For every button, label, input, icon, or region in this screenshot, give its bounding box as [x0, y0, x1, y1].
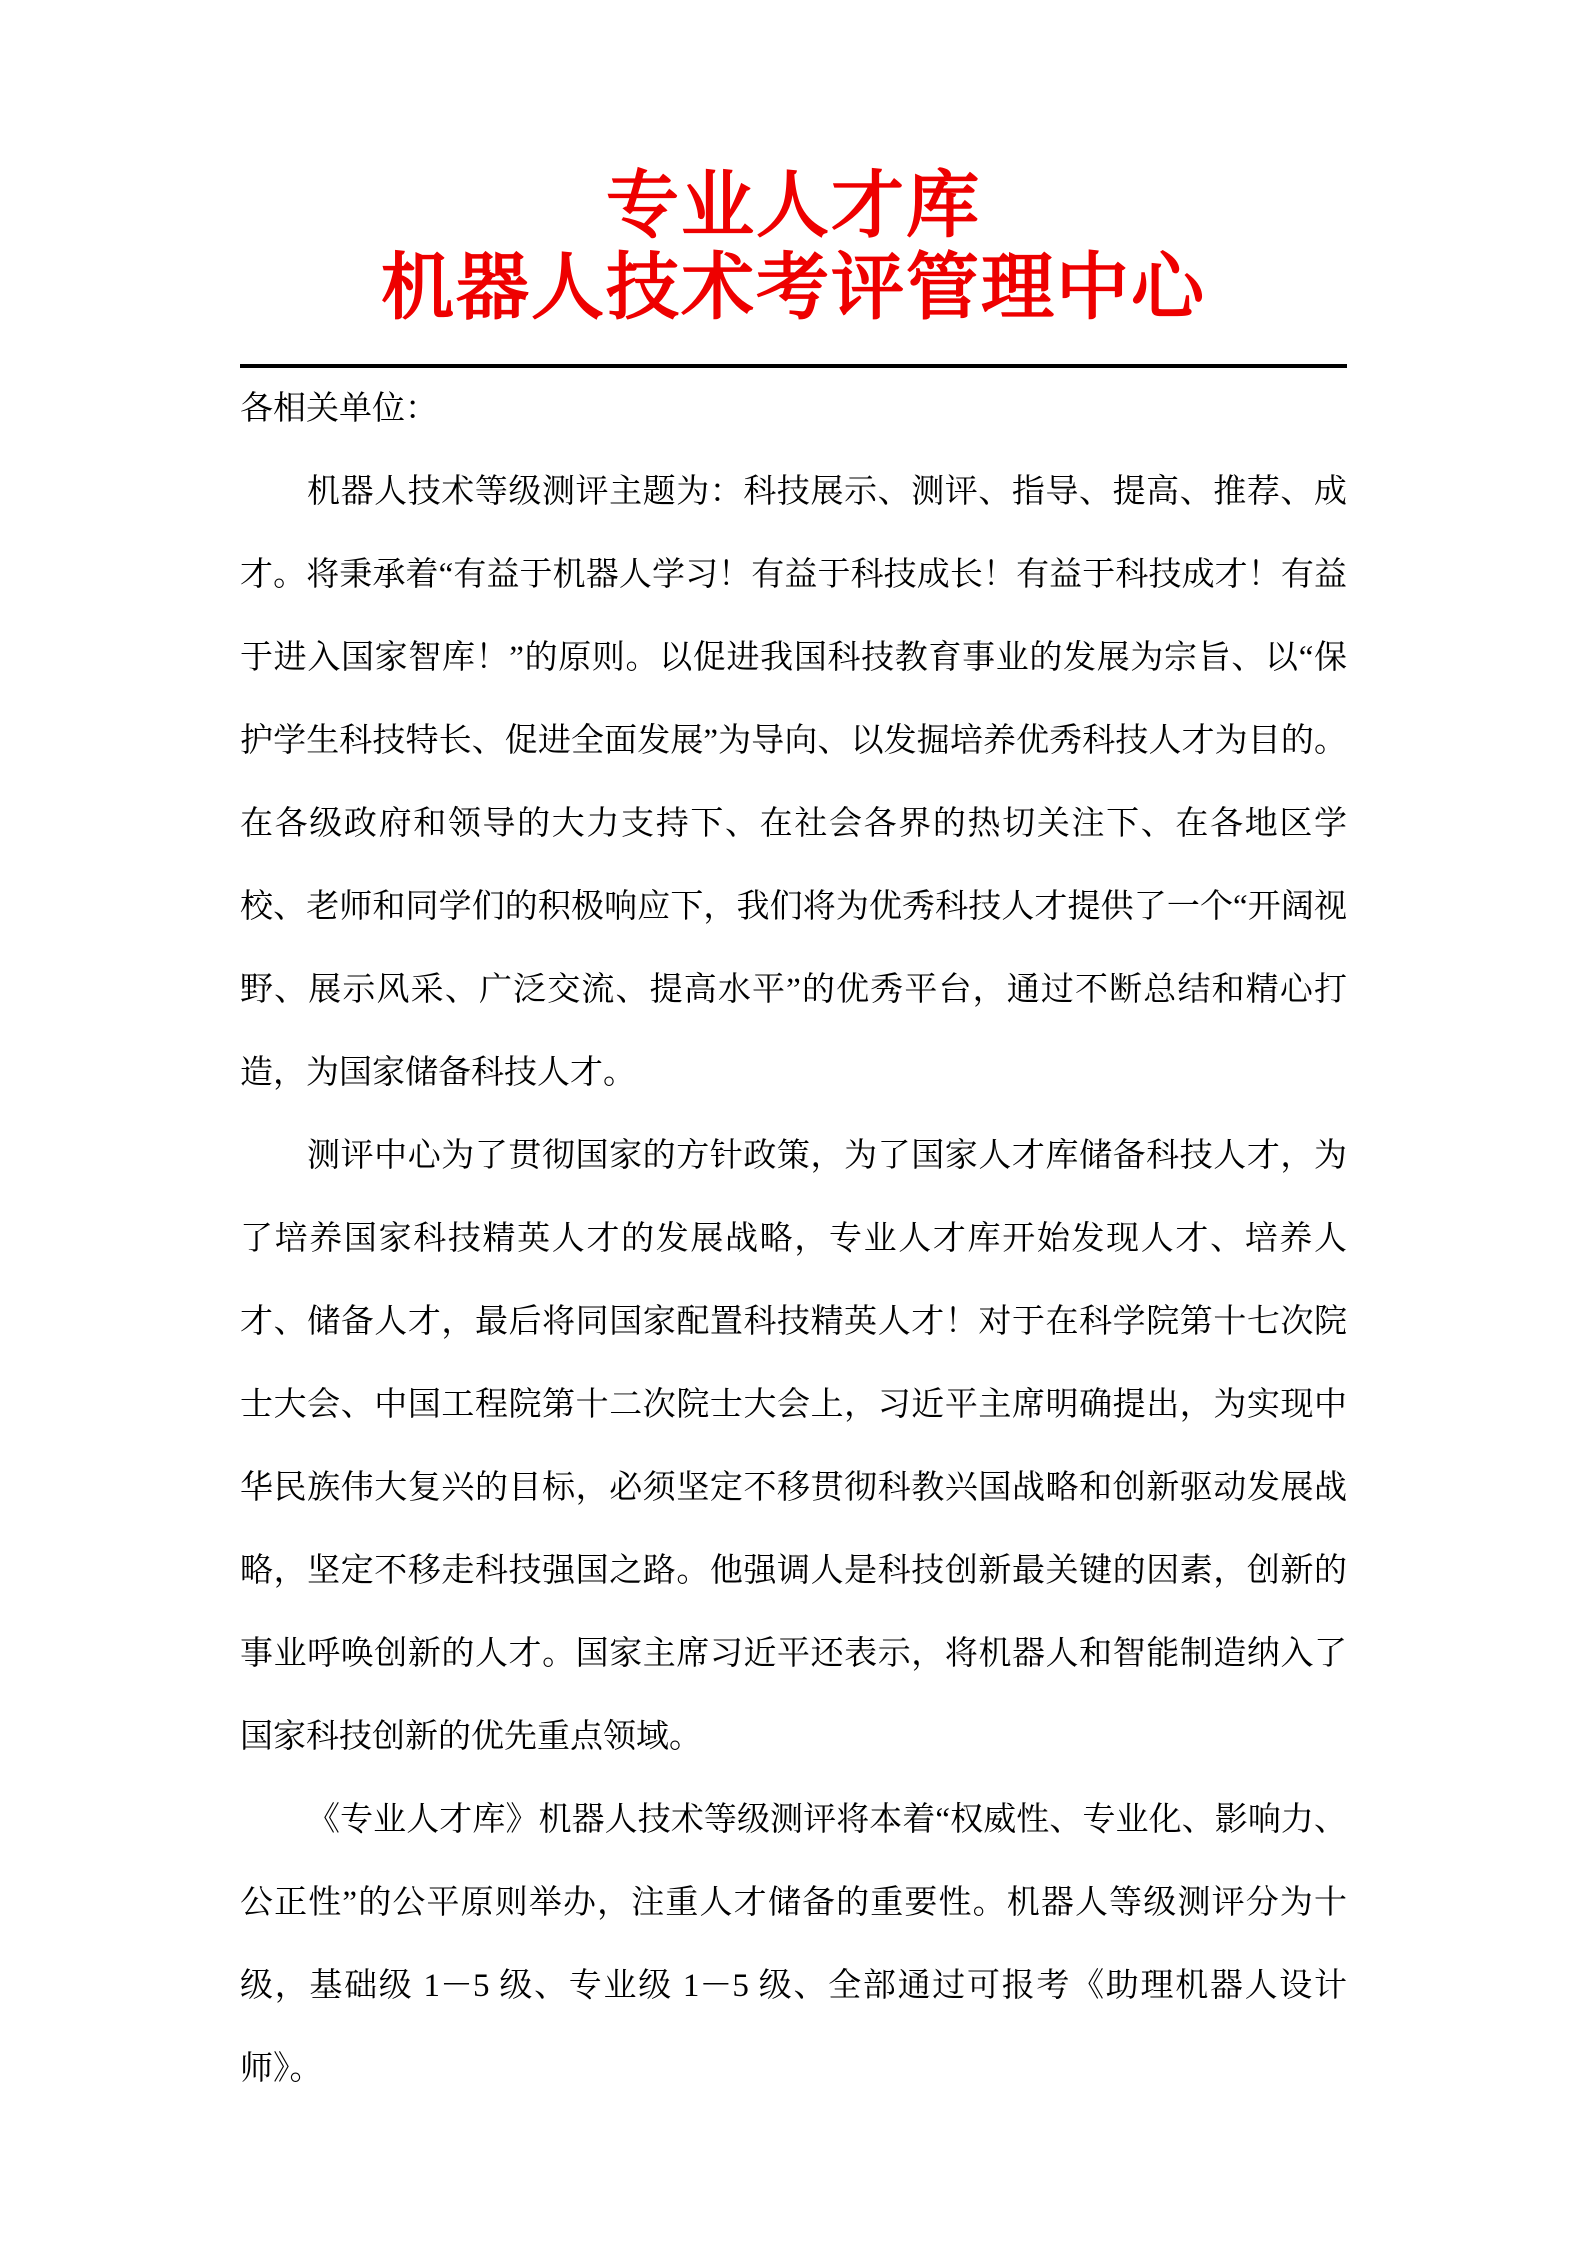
document-header	[240, 165, 1347, 329]
salutation: 各相关单位：	[240, 391, 438, 427]
doc-title-line-2: 机器人技术考评管理中心	[381, 247, 1206, 328]
paragraph-2: 测评中心为了贯彻国家的方针政策，为了国家人才库储备科技人才，为了培养国家科技精英人才的发展战略，专业人才库开始发现人才、培养人才、储备人才，最后将同国家配置科技精英人才！对于在科学院第十七次院士大会、中国工程院第十二次院士大会上，习近平主席明确提出，为实现中华民族伟大复兴的目标，必须坚定不移贯彻科教兴国战略和创新驱动发展战略，坚定不移走科技强国之路。他强调人是科技创新最关键的因素，创新的事业呼唤创新的人才。国家主席习近平还表示，将机器人和智能制造纳入了国家科技创新的优先重点领域。	[240, 1138, 1347, 1755]
letter-body	[240, 368, 1347, 2111]
paragraph-1: 机器人技术等级测评主题为：科技展示、测评、指导、提高、推荐、成才。将秉承着“有益于机器人学习！有益于科技成长！有益于科技成才！有益于进入国家智库！”的原则。以促进我国科技教育事业的发展为宗旨、以“保护学生科技特长、促进全面发展”为导向、以发掘培养优秀科技人才为目的。在各级政府和领导的大力支持下、在社会各界的热切关注下、在各地区学校、老师和同学们的积极响应下，我们将为优秀科技人才提供了一个“开阔视野、展示风采、广泛交流、提高水平”的优秀平台，通过不断总结和精心打造，为国家储备科技人才。	[240, 474, 1347, 1091]
paragraph-3: 《专业人才库》机器人技术等级测评将本着“权威性、专业化、影响力、公正性”的公平原则举办，注重人才储备的重要性。机器人等级测评分为十级，基础级 1－5 级、专业级 1－5 级、全部通过可报考《助理机器人设计师》。	[240, 1802, 1347, 2087]
doc-title-line-1: 专业人才库	[606, 165, 981, 246]
